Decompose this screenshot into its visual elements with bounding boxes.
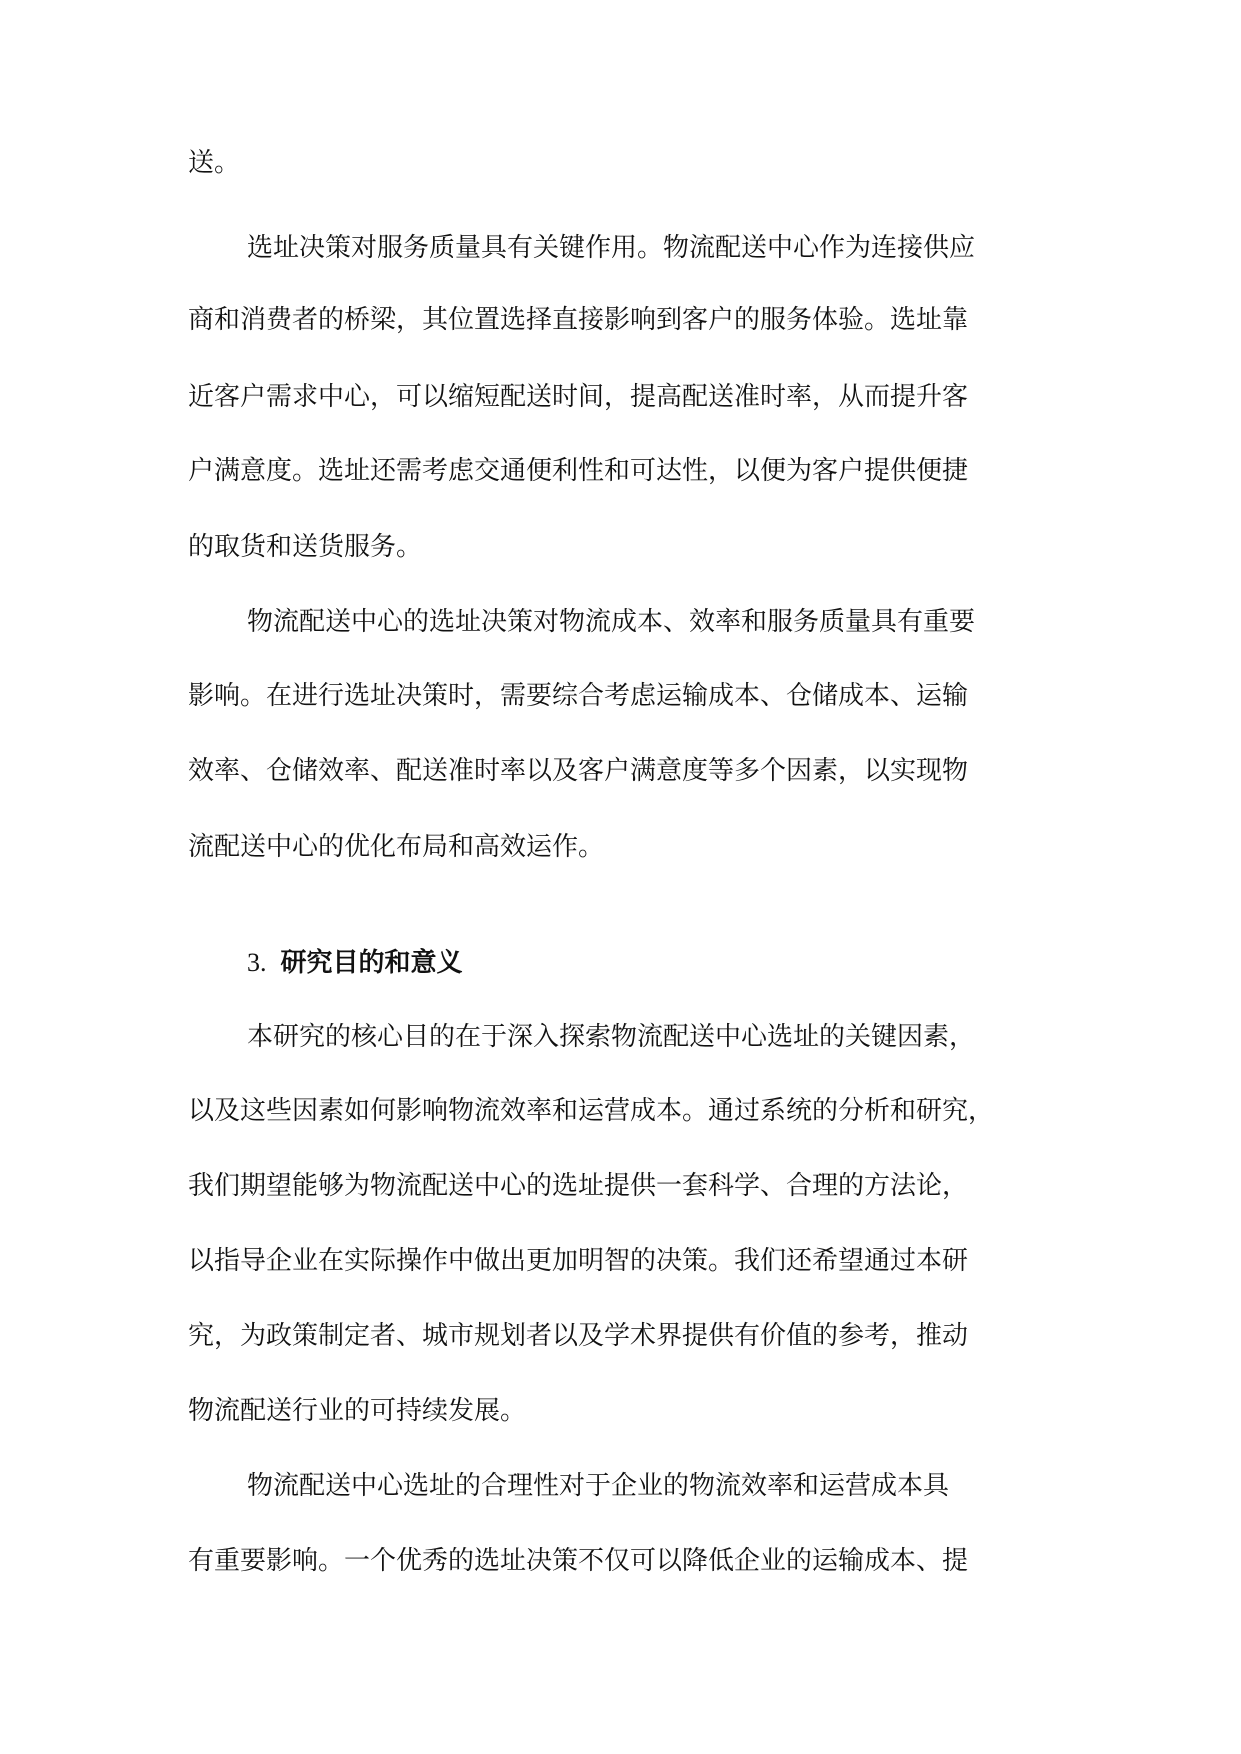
paragraph-line: 的取货和送货服务。: [188, 532, 423, 562]
paragraph-line: 本研究的核心目的在于深入探索物流配送中心选址的关键因素，: [247, 1022, 976, 1052]
paragraph-line: 我们期望能够为物流配送中心的选址提供一套科学、合理的方法论，: [188, 1171, 969, 1201]
section-title: 研究目的和意义: [280, 948, 463, 978]
paragraph-line: 近客户需求中心，可以缩短配送时间，提高配送准时率，从而提升客: [188, 382, 969, 412]
paragraph-line: 物流配送中心选址的合理性对于企业的物流效率和运营成本具: [247, 1471, 950, 1501]
paragraph-line: 究，为政策制定者、城市规划者以及学术界提供有价值的参考，推动: [188, 1321, 969, 1351]
paragraph-line: 选址决策对服务质量具有关键作用。物流配送中心作为连接供应: [247, 233, 976, 263]
paragraph-line: 商和消费者的桥梁，其位置选择直接影响到客户的服务体验。选址靠: [188, 305, 969, 335]
section-number: 3.: [247, 948, 267, 977]
paragraph-line: 以指导企业在实际操作中做出更加明智的决策。我们还希望通过本研: [188, 1246, 969, 1276]
paragraph-line: 有重要影响。一个优秀的选址决策不仅可以降低企业的运输成本、提: [188, 1546, 969, 1576]
paragraph-line: 物流配送中心的选址决策对物流成本、效率和服务质量具有重要: [247, 607, 976, 637]
paragraph-line: 户满意度。选址还需考虑交通便利性和可达性，以便为客户提供便捷: [188, 456, 969, 486]
section-heading: [247, 948, 463, 978]
paragraph-line: 效率、仓储效率、配送准时率以及客户满意度等多个因素，以实现物: [188, 756, 969, 786]
paragraph-line: 送。: [188, 148, 241, 178]
paragraph-line: 以及这些因素如何影响物流效率和运营成本。通过系统的分析和研究，: [188, 1096, 995, 1126]
paragraph-line: 影响。在进行选址决策时，需要综合考虑运输成本、仓储成本、运输: [188, 681, 969, 711]
paragraph-line: 物流配送行业的可持续发展。: [188, 1396, 527, 1426]
paragraph-line: 流配送中心的优化布局和高效运作。: [188, 832, 605, 862]
